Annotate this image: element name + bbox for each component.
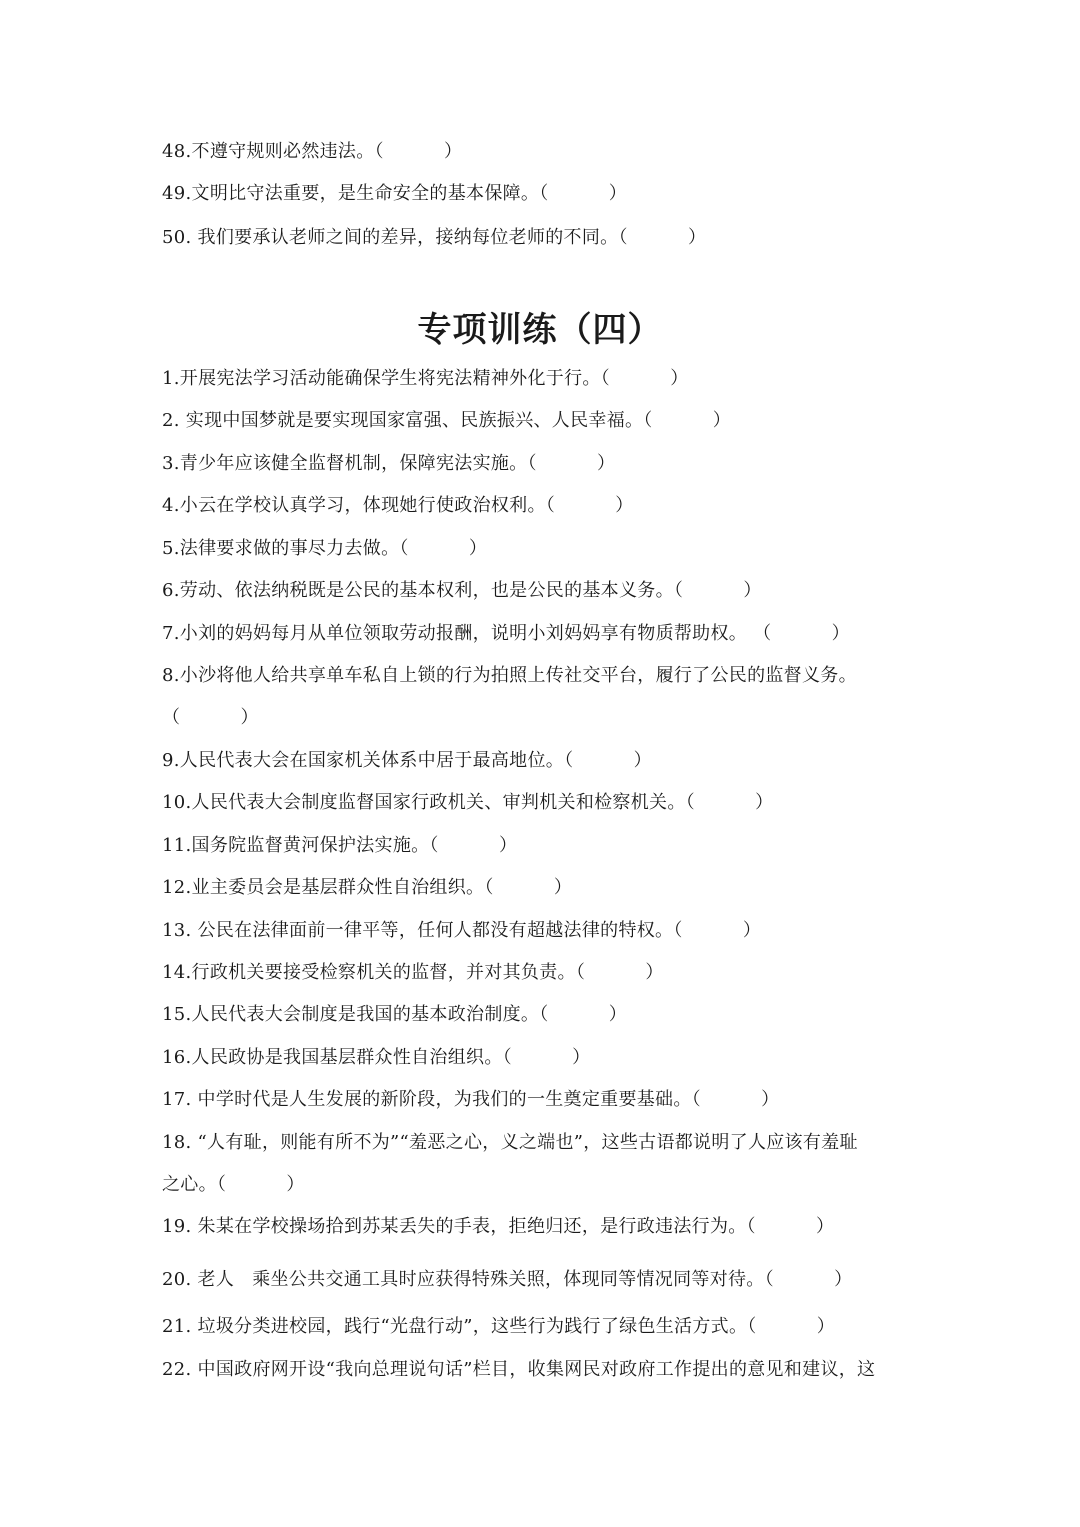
question-18-continued: 之心。（ ） [162, 1174, 305, 1195]
question-4: 4.小云在学校认真学习，体现她行使政治权利。（ ） [162, 495, 634, 516]
question-2: 2. 实现中国梦就是要实现国家富强、民族振兴、人民幸福。（ ） [162, 410, 732, 431]
question-8: 8.小沙将他人给共享单车私自上锁的行为拍照上传社交平台，履行了公民的监督义务。 [162, 665, 857, 686]
question-50: 50. 我们要承认老师之间的差异，接纳每位老师的不同。（ ） [162, 227, 707, 248]
question-15: 15.人民代表大会制度是我国的基本政治制度。（ ） [162, 1004, 628, 1025]
question-10: 10.人民代表大会制度监督国家行政机关、审判机关和检察机关。（ ） [162, 792, 774, 813]
question-3: 3.青少年应该健全监督机制，保障宪法实施。（ ） [162, 453, 616, 474]
section-title: 专项训练（四） [417, 310, 663, 350]
question-48: 48.不遵守规则必然违法。（ ） [162, 141, 463, 162]
question-14: 14.行政机关要接受检察机关的监督，并对其负责。（ ） [162, 962, 664, 983]
question-12: 12.业主委员会是基层群众性自治组织。（ ） [162, 877, 573, 898]
question-1: 1.开展宪法学习活动能确保学生将宪法精神外化于行。（ ） [162, 368, 689, 389]
question-6: 6.劳动、依法纳税既是公民的基本权利，也是公民的基本义务。（ ） [162, 580, 762, 601]
question-18: 18. “人有耻，则能有所不为”“羞恶之心，义之端也”，这些古语都说明了人应该有羞耻 [162, 1132, 858, 1153]
question-9: 9.人民代表大会在国家机关体系中居于最高地位。（ ） [162, 750, 652, 771]
question-11: 11.国务院监督黄河保护法实施。（ ） [162, 835, 518, 856]
question-19: 19. 朱某在学校操场拾到苏某丢失的手表，拒绝归还，是行政违法行为。（ ） [162, 1216, 835, 1237]
question-20: 20. 老人 乘坐公共交通工具时应获得特殊关照，体现同等情况同等对待。（ ） [162, 1269, 853, 1290]
question-17: 17. 中学时代是人生发展的新阶段，为我们的一生奠定重要基础。（ ） [162, 1089, 780, 1110]
question-49: 49.文明比守法重要，是生命安全的基本保障。（ ） [162, 183, 628, 204]
question-22: 22. 中国政府网开设“我向总理说句话”栏目，收集网民对政府工作提出的意见和建议，这 [162, 1359, 876, 1380]
question-5: 5.法律要求做的事尽力去做。（ ） [162, 538, 488, 559]
question-13: 13. 公民在法律面前一律平等，任何人都没有超越法律的特权。（ ） [162, 920, 762, 941]
question-21: 21. 垃圾分类进校园，践行“光盘行动”，这些行为践行了绿色生活方式。（ ） [162, 1316, 836, 1337]
question-16: 16.人民政协是我国基层群众性自治组织。（ ） [162, 1047, 591, 1068]
question-8-answer: （ ） [162, 707, 259, 728]
question-7: 7.小刘的妈妈每月从单位领取劳动报酬，说明小刘妈妈享有物质帮助权。 （ ） [162, 623, 850, 644]
